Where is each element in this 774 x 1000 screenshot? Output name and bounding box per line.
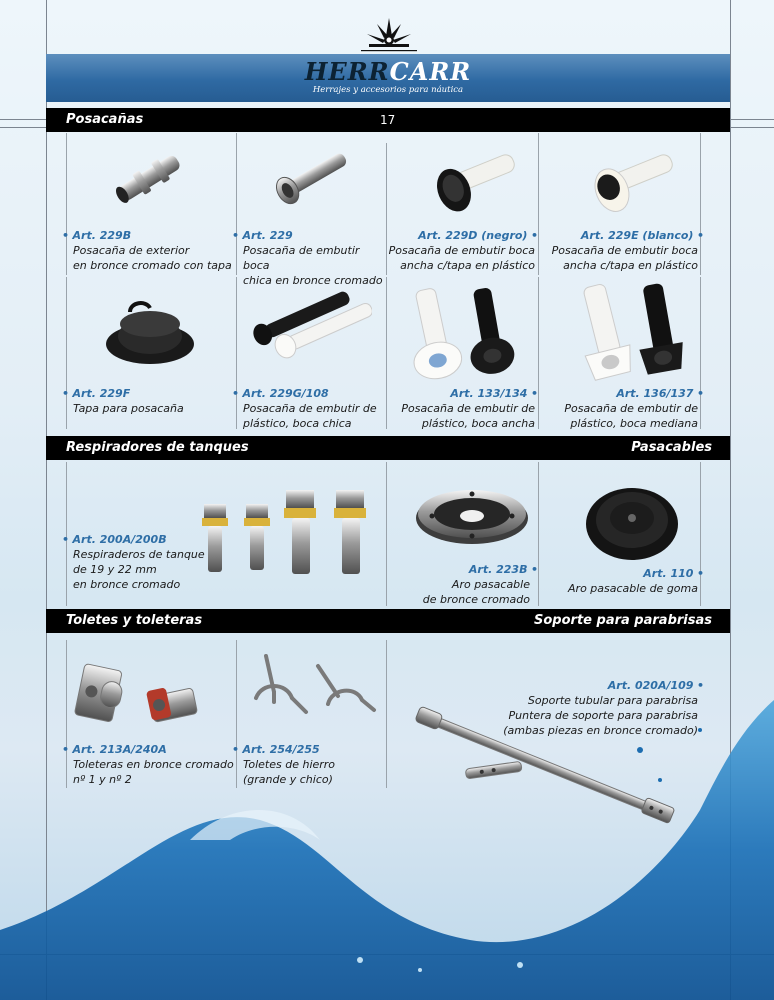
product-art-code: Art. 254/255 <box>242 743 320 756</box>
section-title-pasacables: Pasacables <box>631 440 712 455</box>
product-image-229g <box>244 284 372 362</box>
section-title-soporte: Soporte para parabrisas <box>534 613 712 628</box>
product-desc: nº 1 y nº 2 <box>73 773 132 786</box>
product-art-code: Art. 229F <box>72 387 131 400</box>
separator <box>386 143 387 275</box>
product-art-code: Art. 229D (negro) <box>418 229 528 242</box>
product-200a: • Art. 200A/200B Respiraderos de tanque de 19 y 22 mm en bronce cromado <box>62 532 234 592</box>
product-image-229d <box>428 146 520 216</box>
product-229d: Art. 229D (negro) • Posacaña de embutir boca ancha c/tapa en plástico <box>388 229 538 272</box>
product-desc: en bronce cromado <box>73 578 181 591</box>
brand-tagline: Herrajes y accesorios para náutica <box>312 85 464 95</box>
product-223b: Art. 223B • Aro pasacable de bronce cromado <box>388 562 538 607</box>
product-desc: de bronce cromado <box>422 593 530 606</box>
section-bar-toletes <box>46 609 730 633</box>
product-229g: • Art. 229G/108 Posacaña de embutir de plástico, boca chica <box>232 386 384 431</box>
section-bar-respiradores <box>46 436 730 460</box>
product-desc: en bronce cromado con tapa <box>73 259 232 272</box>
product-art-code: Art. 229 <box>242 229 293 242</box>
product-image-213a <box>74 660 200 738</box>
product-art-code: Art. 213A/240A <box>72 743 167 756</box>
product-desc: Posacaña de embutir de <box>243 402 377 415</box>
product-254: • Art. 254/255 Toletes de hierro (grande y chico) <box>232 742 384 787</box>
separator <box>386 640 387 788</box>
product-desc: Posacaña de embutir boca <box>551 244 698 257</box>
product-desc: Toletes de hierro <box>243 758 336 771</box>
brand-header <box>46 54 730 102</box>
product-desc: chica en bronce cromado <box>243 274 383 287</box>
product-133: Art. 133/134 • Posacaña de embutir de plástico, boca ancha <box>388 386 538 431</box>
product-image-110 <box>582 482 682 562</box>
product-art-code: Art. 223B <box>468 563 528 576</box>
product-desc: plástico, boca mediana <box>570 417 698 430</box>
product-art-code: Art. 229E (blanco) <box>580 229 694 242</box>
product-020a: Art. 020A/109 • Soporte tubular para parabrisa Puntera de soporte para parabrisa (ambas piezas en bronce cromado) <box>470 678 704 738</box>
section-bar-posacanas <box>46 108 730 132</box>
page-number: 17 <box>380 113 396 127</box>
product-art-code: Art. 229G/108 <box>242 387 329 400</box>
product-desc: de 19 y 22 mm <box>73 563 157 576</box>
product-desc: Posacaña de embutir de <box>564 402 698 415</box>
product-art-code: Art. 133/134 <box>450 387 528 400</box>
product-229b: • Art. 229B Posacaña de exterior en bronce cromado con tapa <box>62 228 234 273</box>
product-desc: Posacaña de embutir boca <box>388 244 535 257</box>
compass-rose-logo-icon <box>357 14 421 54</box>
section-title-toletes: Toletes y toleteras <box>66 613 203 628</box>
product-image-229b <box>108 142 190 212</box>
product-image-254 <box>252 652 378 738</box>
product-art-code: Art. 136/137 <box>616 387 694 400</box>
separator <box>538 133 539 275</box>
separator <box>538 462 539 606</box>
product-229f: • Art. 229F Tapa para posacaña <box>62 386 234 416</box>
product-desc: Toleteras en bronce cromado <box>73 758 234 771</box>
product-image-136 <box>572 280 690 384</box>
product-art-code: Art. 110 <box>643 567 694 580</box>
product-229e: Art. 229E (blanco) • Posacaña de embutir boca ancha c/tapa en plástico <box>540 228 704 273</box>
product-image-229 <box>266 142 356 212</box>
product-desc: Soporte tubular para parabrisa <box>527 694 698 707</box>
product-desc: Aro pasacable de goma <box>568 582 698 595</box>
product-art-code: Art. 020A/109 <box>607 679 694 692</box>
product-image-223b <box>412 484 532 548</box>
product-desc: plástico, boca chica <box>243 417 352 430</box>
product-desc: (grande y chico) <box>243 773 333 786</box>
section-title-respiradores: Respiradores de tanques <box>66 440 249 455</box>
separator <box>386 462 387 606</box>
product-desc: (ambas piezas en bronce cromado) <box>503 724 698 737</box>
product-desc: plástico, boca ancha <box>421 417 535 430</box>
product-desc: Posacaña de embutir de <box>401 402 535 415</box>
product-image-229f <box>100 298 200 370</box>
product-desc: Aro pasacable <box>451 578 530 591</box>
product-art-code: Art. 200A/200B <box>72 533 167 546</box>
section-title-posacanas: Posacañas <box>66 112 144 127</box>
product-213a: • Art. 213A/240A Toleteras en bronce cromado nº 1 y nº 2 <box>62 743 234 786</box>
product-desc: Respiraderos de tanque <box>73 548 205 561</box>
product-229: • Art. 229 Posacaña de embutir boca chica en bronce cromado <box>232 229 383 287</box>
product-image-229e <box>586 146 678 216</box>
product-image-133 <box>404 282 520 382</box>
product-110: Art. 110 • Aro pasacable de goma <box>540 566 704 596</box>
product-desc: ancha c/tapa en plástico <box>400 259 535 272</box>
product-desc: Posacaña de embutir boca <box>243 244 360 272</box>
separator <box>386 277 387 429</box>
product-desc: Puntera de soporte para parabrisa <box>508 709 698 722</box>
separator <box>538 277 539 429</box>
product-desc: Posacaña de exterior <box>73 244 190 257</box>
product-136: Art. 136/137 • Posacaña de embutir de plástico, boca mediana <box>540 386 704 431</box>
brand-logo: HERRCARR <box>304 57 472 86</box>
product-desc: Tapa para posacaña <box>73 402 184 415</box>
product-desc: ancha c/tapa en plástico <box>563 259 698 272</box>
product-art-code: Art. 229B <box>72 229 132 242</box>
